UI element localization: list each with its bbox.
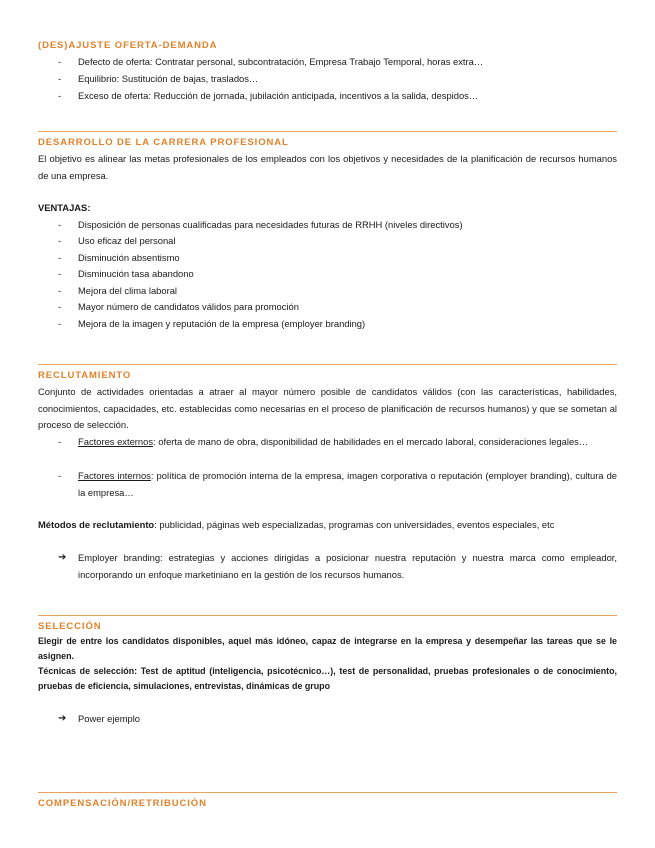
section-heading-reclutamiento: RECLUTAMIENTO <box>38 370 132 381</box>
bullet-dash: - <box>58 285 62 296</box>
arrow-item-text: Power ejemplo <box>78 713 141 724</box>
factor-label-external: Factores externos <box>78 436 154 447</box>
section-divider <box>38 364 617 365</box>
section-intro: El objetivo es alinear las metas profesionales de los empleados con los objetivos y necesidades de la planificación de recursos humanos de una empresa. <box>38 153 617 181</box>
section-intro: Conjunto de actividades orientadas a atraer al mayor número posible de candidatos válidos (con las características, habilidades, conocimientos, capacidades, etc. establecidas como necesarias en el proceso de planificación de recursos humanos) y que se sometan al proceso de selección. <box>38 386 617 430</box>
list-item-text: Equilibrio: Sustitución de bajas, traslados… <box>78 73 259 84</box>
bullet-dash: - <box>58 252 62 263</box>
factor-label-internal: Factores internos <box>78 470 151 481</box>
selection-techniques: Técnicas de selección: Test de aptitud (inteligencia, psicotécnico…), test de personalidad, pruebas profesionales o de conocimiento, pruebas de eficiencia, simulaciones, entrevistas, dinámicas de grupo <box>38 666 617 691</box>
bullet-dash: - <box>58 219 62 230</box>
bullet-dash: - <box>58 90 62 101</box>
section-divider <box>38 131 617 132</box>
bullet-dash: - <box>58 301 62 312</box>
bullet-dash: - <box>58 470 62 481</box>
list-item-text: Defecto de oferta: Contratar personal, subcontratación, Empresa Trabajo Temporal, horas extra… <box>78 56 484 67</box>
methods-paragraph <box>38 517 617 534</box>
section-heading-seleccion: SELECCIÓN <box>38 621 102 632</box>
bullet-dash: - <box>58 235 62 246</box>
list-item-text: Disminución tasa abandono <box>78 268 194 279</box>
list-item-text <box>78 468 617 501</box>
list-item-text <box>78 434 617 451</box>
list-item-text: Exceso de oferta: Reducción de jornada, jubilación anticipada, incentivos a la salida, despidos… <box>78 90 479 101</box>
bullet-dash: - <box>58 268 62 279</box>
list-item-text: Mejora del clima laboral <box>78 285 178 296</box>
bullet-dash: - <box>58 318 62 329</box>
methods-label: Métodos de reclutamiento <box>38 519 155 530</box>
bullet-dash: - <box>58 436 62 447</box>
advantages-label: VENTAJAS: <box>38 202 91 213</box>
bullet-dash: - <box>58 73 62 84</box>
arrow-right-icon: ➔ <box>58 713 67 724</box>
factor-text-internal: : política de promoción interna de la empresa, imagen corporativa o reputación (employer branding), cultura de la empresa… <box>78 470 617 498</box>
section-divider <box>38 615 617 616</box>
list-item-text: Disminución absentismo <box>78 252 180 263</box>
factor-text-external: : oferta de mano de obra, disponibilidad de habilidades en el mercado laboral, consideraciones legales… <box>153 436 589 447</box>
section-heading-compensacion: COMPENSACIÓN/RETRIBUCIÓN <box>38 798 207 809</box>
arrow-right-icon: ➔ <box>58 552 67 563</box>
section-heading-desarrollo: DESARROLLO DE LA CARRERA PROFESIONAL <box>38 137 289 148</box>
list-item-text: Mejora de la imagen y reputación de la empresa (employer branding) <box>78 318 366 329</box>
arrow-item-text: Employer branding: estrategias y acciones dirigidas a posicionar nuestra reputación y nuestra marca como empleador, incorporando un enfoque marketiniano en la gestión de los recursos humanos. <box>78 552 617 580</box>
list-item-text: Disposición de personas cualificadas para necesidades futuras de RRHH (niveles directivos) <box>78 219 463 230</box>
list-item-text: Uso eficaz del personal <box>78 235 176 246</box>
list-item-text: Mayor número de candidatos válidos para promoción <box>78 301 299 312</box>
section-divider <box>38 792 617 793</box>
bullet-dash: - <box>58 56 62 67</box>
section-heading-desajuste: (DES)AJUSTE OFERTA-DEMANDA <box>38 40 218 51</box>
methods-text: : publicidad, páginas web especializadas, programas con universidades, eventos especiales, etc <box>154 519 555 530</box>
selection-definition: Elegir de entre los candidatos disponibles, aquel más idóneo, capaz de integrarse en la empresa y desempeñar las tareas que se le asignen. <box>38 636 617 661</box>
